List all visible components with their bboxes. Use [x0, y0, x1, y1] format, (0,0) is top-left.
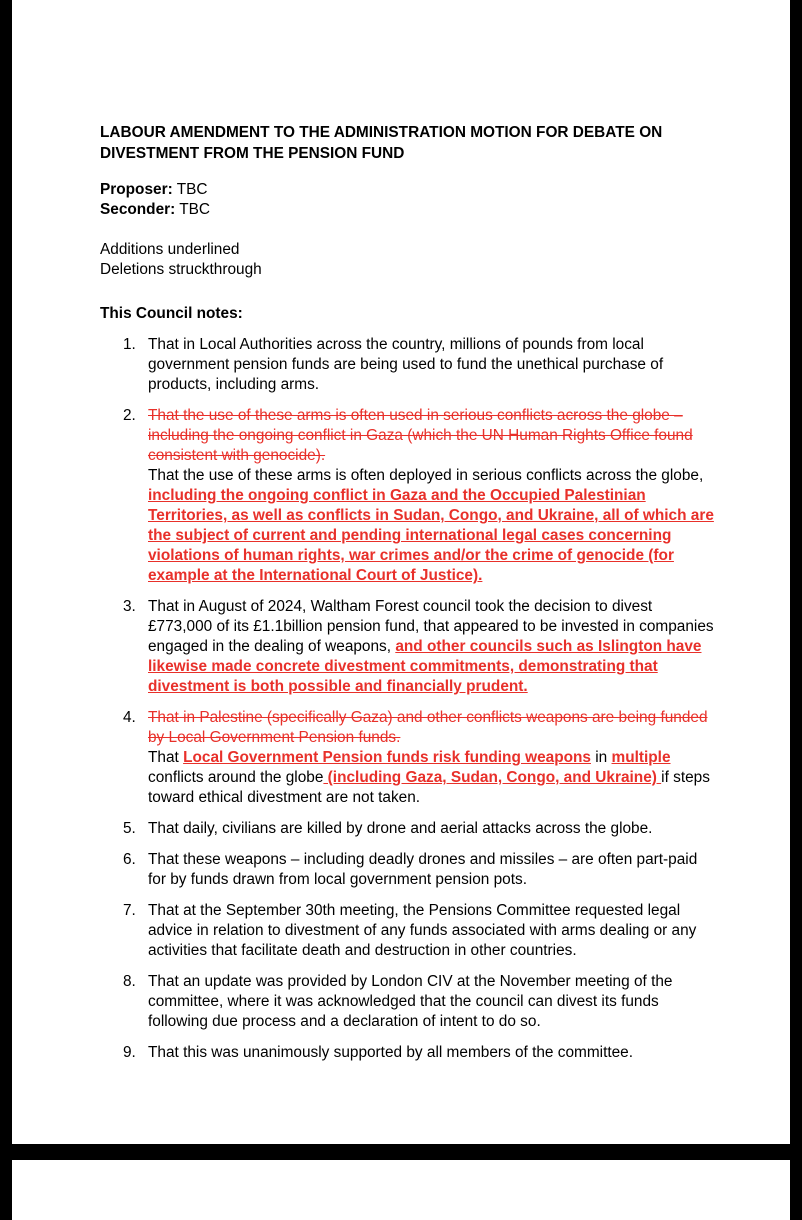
- note-number: 5.: [123, 820, 136, 837]
- note-text: That the use of these arms is often deployed in serious conflicts across the globe,: [148, 467, 704, 484]
- document-page: [12, 0, 790, 1144]
- note-text: That this was unanimously supported by all members of the committee.: [148, 1044, 634, 1061]
- deleted-text: That the use of these arms is often used in serious conflicts across the globe – including the ongoing conflict in Gaza (which the UN Human Rights Office found consistent with genocide).: [148, 407, 693, 464]
- seconder-value: TBC: [179, 201, 211, 218]
- note-text: That an update was provided by London CIV at the November meeting of the committee, where it was acknowledged that the council can divest its funds following due process and a declaration of intent to do so.: [148, 973, 673, 1030]
- note-item-4: [100, 708, 715, 808]
- note-number: 1.: [123, 336, 136, 353]
- document-title: LABOUR AMENDMENT TO THE ADMINISTRATION MOTION FOR DEBATE ON DIVESTMENT FROM THE PENSION FUND: [100, 124, 663, 162]
- notes-list: [100, 335, 715, 1063]
- note-number: 8.: [123, 973, 136, 990]
- key-deletions: Deletions struckthrough: [100, 261, 262, 278]
- note-number: 7.: [123, 902, 136, 919]
- note-text: That daily, civilians are killed by drone and aerial attacks across the globe.: [148, 820, 653, 837]
- proposer-value: TBC: [176, 181, 208, 198]
- added-text: including the ongoing conflict in Gaza and the Occupied Palestinian Territories, as well as conflicts in Sudan, Congo, and Ukraine, all of which are the subject of current and pending international legal cases concerning violations of human rights, war crimes and/or the crime of genocide (for example at the International Court of Justice).: [148, 487, 714, 584]
- seconder-label: Seconder:: [100, 201, 176, 218]
- motion-metadata: [100, 180, 715, 220]
- proposer-line: [100, 180, 715, 200]
- next-page: [12, 1160, 790, 1220]
- note-number: 3.: [123, 598, 136, 615]
- note-item-9: [100, 1043, 715, 1063]
- note-item-7: [100, 901, 715, 961]
- note-number: 9.: [123, 1044, 136, 1061]
- deleted-text: That in Palestine (specifically Gaza) and other conflicts weapons are being funded by Local Government Pension funds.: [148, 709, 708, 746]
- note-text: That these weapons – including deadly drones and missiles – are often part-paid for by funds drawn from local government pension pots.: [148, 851, 698, 888]
- added-text: and other councils such as Islington have likewise made concrete divestment commitments, demonstrating that divestment is both possible and financially prudent.: [148, 638, 702, 695]
- note-number: 6.: [123, 851, 136, 868]
- note-text: That in Local Authorities across the country, millions of pounds from local government pension funds are being used to fund the unethical purchase of products, including arms.: [148, 336, 664, 393]
- section-heading: This Council notes:: [100, 305, 243, 322]
- document-content: [100, 122, 715, 1074]
- note-item-5: [100, 819, 715, 839]
- note-item-8: [100, 972, 715, 1032]
- note-number: 4.: [123, 709, 136, 726]
- added-text: Local Government Pension funds risk funding weapons: [183, 749, 591, 766]
- note-text: That in August of 2024, Waltham Forest council took the decision to divest £773,000 of its £1.1billion pension fund, that appeared to be invested in companies engaged in the dealing of weapons,: [148, 598, 714, 655]
- note-text: conflicts around the globe: [148, 769, 324, 786]
- note-number: 2.: [123, 407, 136, 424]
- seconder-line: [100, 200, 715, 220]
- note-item-2: [100, 406, 715, 586]
- note-text: That at the September 30th meeting, the Pensions Committee requested legal advice in relation to divestment of any funds associated with arms dealing or any activities that facilitate death and destruction in other countries.: [148, 902, 697, 959]
- note-item-6: [100, 850, 715, 890]
- note-text: if steps toward ethical divestment are not taken.: [148, 769, 710, 806]
- proposer-label: Proposer:: [100, 181, 173, 198]
- added-text: multiple: [611, 749, 671, 766]
- note-text: That: [148, 749, 184, 766]
- amendment-key: [100, 240, 715, 280]
- note-text: in: [590, 749, 612, 766]
- note-item-3: [100, 597, 715, 697]
- key-additions: Additions underlined: [100, 241, 240, 258]
- note-item-1: [100, 335, 715, 395]
- added-text: (including Gaza, Sudan, Congo, and Ukraine): [323, 769, 662, 786]
